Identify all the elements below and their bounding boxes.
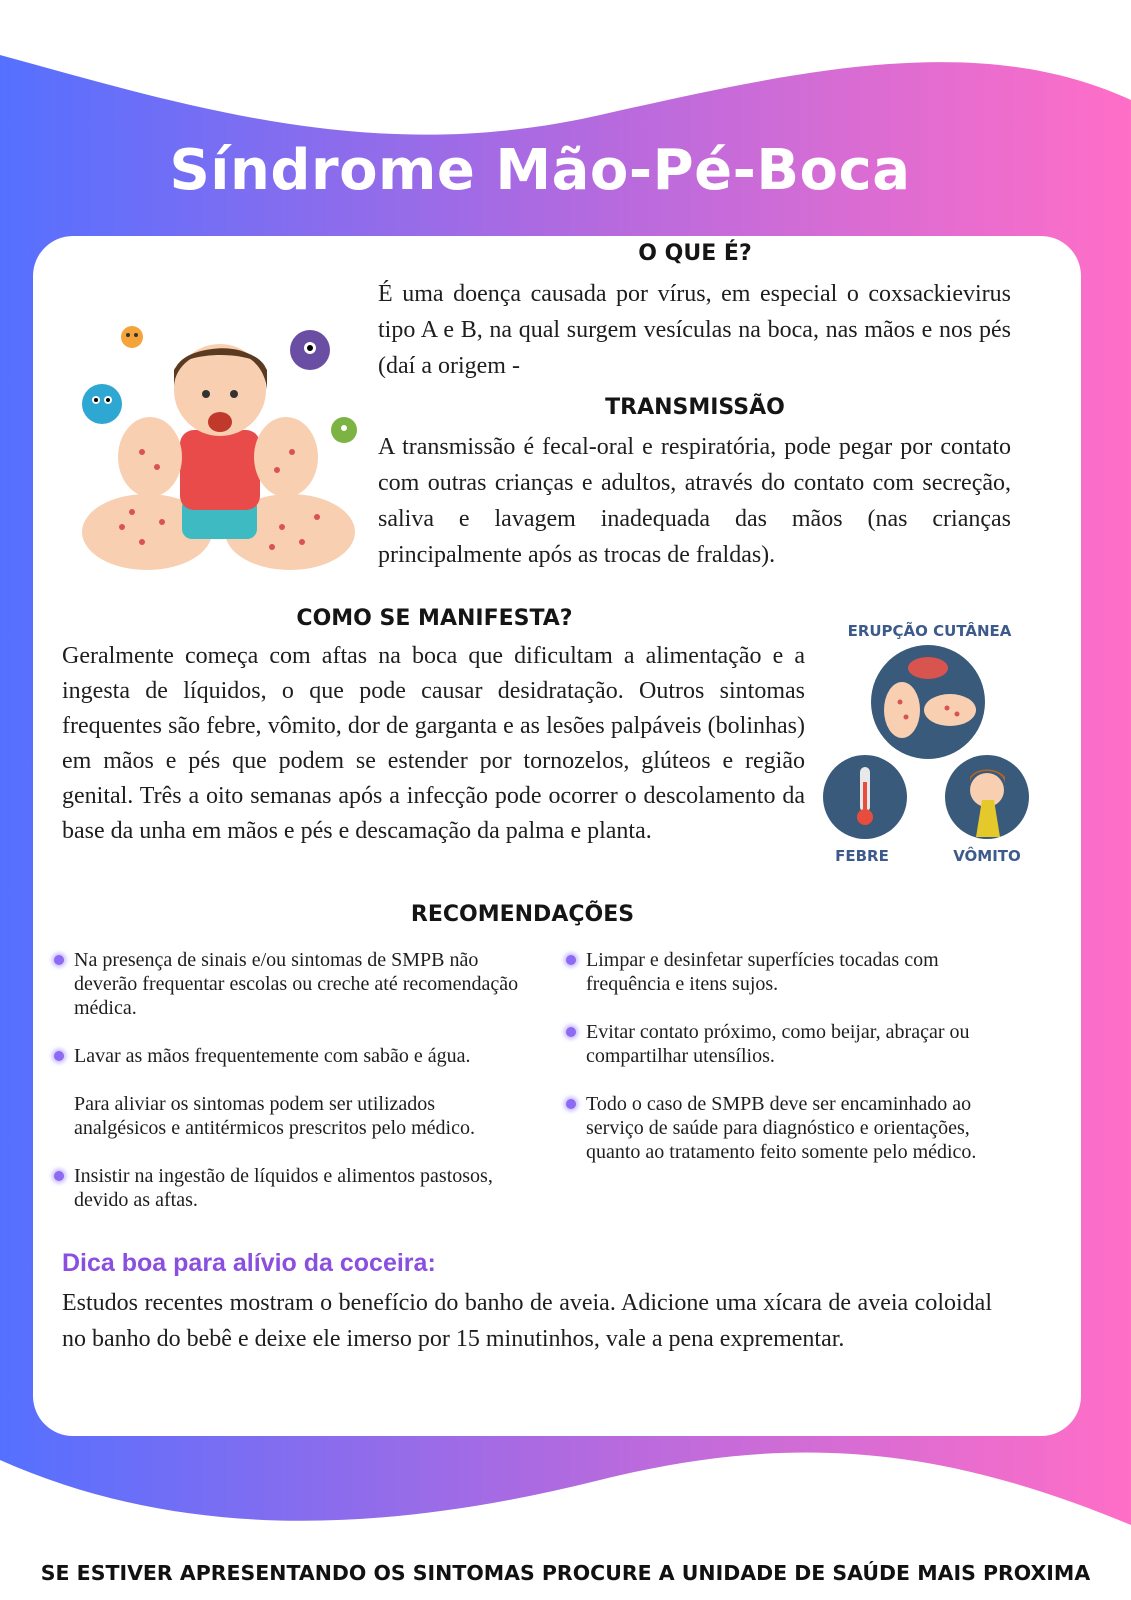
recommendation-item: Todo o caso de SMPB deve ser encaminhado ao serviço de saúde para diagnóstico e orientações, quanto ao tratamento feito somente pelo médico.	[564, 1092, 1026, 1164]
text-como-se-manifesta: Geralmente começa com aftas na boca que dificultam a alimentação e a ingesta de líquidos, o que pode causar desidratação. Outros sintomas frequentes são febre, vômito, dor de garganta e as lesões palpáveis (bolinhas) em mãos e pés que podem se estender por tornozelos, glúteos e região genital. Três a oito semanas após a infecção pode ocorrer o descolamento da base da unha em mãos e pés e descamação da palma e planta.	[62, 643, 805, 844]
rash-label: ERUPÇÃO CUTÂNEA	[847, 622, 1012, 640]
heading-como-se-manifesta: COMO SE MANIFESTA?	[296, 606, 573, 631]
recommendations-right-list	[564, 948, 1026, 1164]
recommendation-item: Limpar e desinfetar superfícies tocadas com frequência e itens sujos.	[564, 948, 1026, 996]
fever-label: FEBRE	[835, 847, 889, 865]
recommendation-item: Na presença de sinais e/ou sintomas de SMPB não deverão frequentar escolas ou creche até recomendação médica.	[52, 948, 530, 1020]
heading-o-que-e: O QUE É?	[638, 241, 752, 266]
child-with-rash-illustration	[62, 312, 372, 587]
recommendation-item: Lavar as mãos frequentemente com sabão e água.	[52, 1044, 530, 1068]
heading-recomendacoes: RECOMENDAÇÕES	[410, 902, 635, 927]
recommendation-item: Para aliviar os sintomas podem ser utilizados analgésicos e antitérmicos prescritos pelo médico.	[74, 1093, 475, 1139]
symptom-diagram	[822, 612, 1037, 872]
recommendation-item: Evitar contato próximo, como beijar, abraçar ou compartilhar utensílios.	[564, 1020, 1026, 1068]
text-transmissao: A transmissão é fecal-oral e respiratória, pode pegar por contato com outras crianças e adultos, através do contato com secreção, saliva e lavagem inadequada das mãos (nas crianças principalmente após as trocas de fraldas).	[378, 434, 1011, 568]
dica-text: Estudos recentes mostram o benefício do banho de aveia. Adicione uma xícara de aveia coloidal no banho do bebê e deixe ele imerso por 15 minutinhos, vale a pena exprementar.	[62, 1290, 992, 1352]
recommendation-item: Insistir na ingestão de líquidos e alimentos pastosos, devido as aftas.	[52, 1164, 530, 1212]
footer-notice: SE ESTIVER APRESENTANDO OS SINTOMAS PROCURE A UNIDADE DE SAÚDE MAIS PROXIMA	[40, 1561, 1091, 1585]
text-o-que-e: É uma doença causada por vírus, em especial o coxsackievirus tipo A e B, na qual surgem vesículas na boca, nas mãos e nos pés (daí a origem -	[378, 281, 1011, 379]
heading-transmissao: TRANSMISSÃO	[605, 395, 785, 420]
recommendations-left-list	[52, 948, 530, 1212]
vomit-label: VÔMITO	[953, 847, 1021, 865]
dica-heading: Dica boa para alívio da coceira:	[62, 1249, 436, 1277]
page-title: Síndrome Mão-Pé-Boca	[169, 138, 911, 203]
symptom-icons	[822, 642, 1037, 862]
